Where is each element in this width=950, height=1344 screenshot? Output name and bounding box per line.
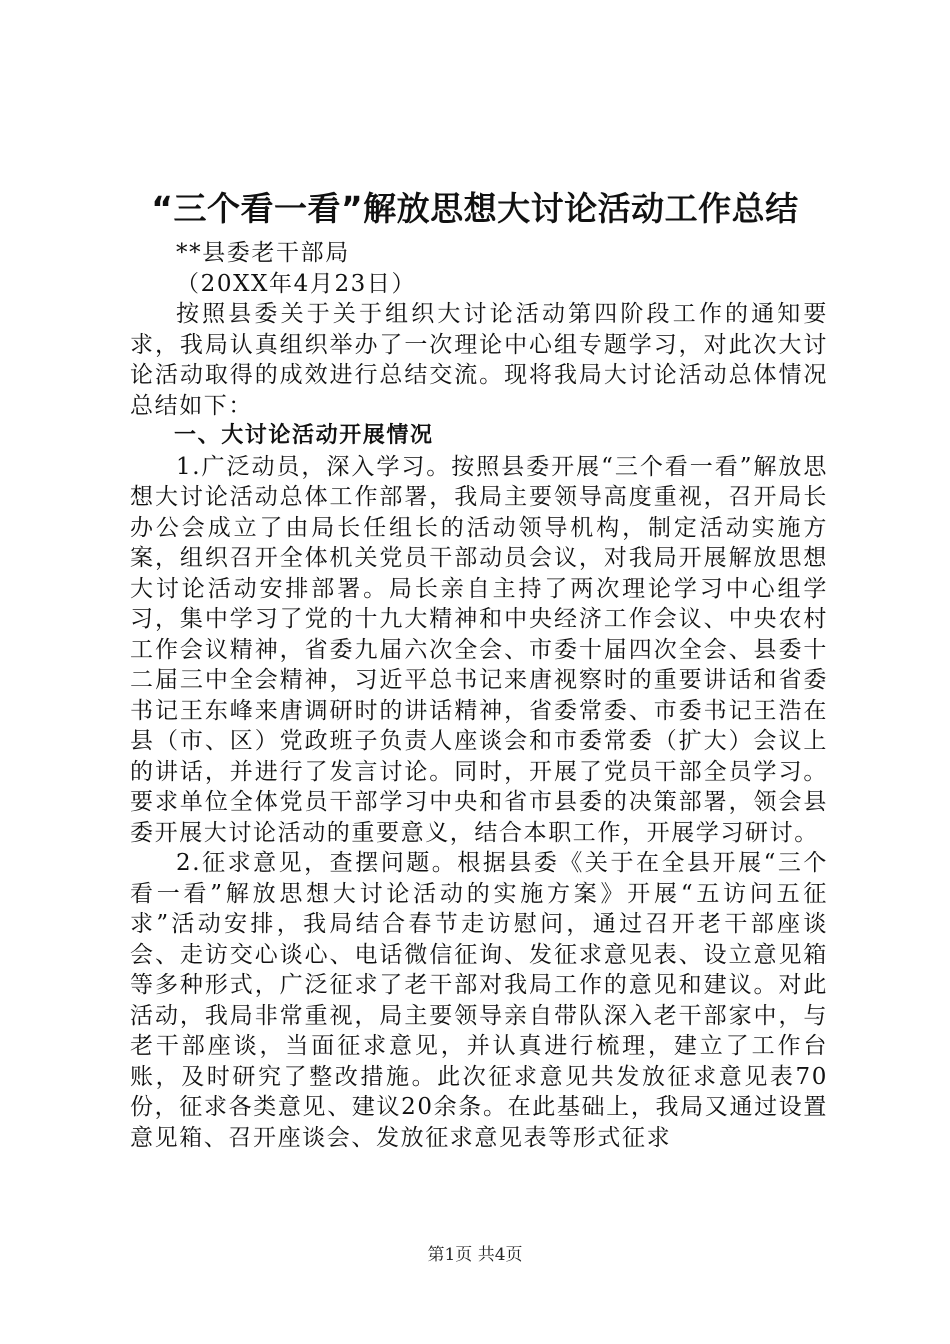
section-heading: 一、大讨论活动开展情况: [174, 423, 434, 448]
page-number: 第1页 共4页: [427, 1245, 523, 1265]
intro-paragraph: 按照县委关于关于组织大讨论活动第四阶段工作的通知要求，我局认真组织举办了一次理论中心组专题学习，对此次大讨论活动取得的成效进行总结交流。现将我局大讨论活动总体情况总结如下：: [130, 301, 828, 419]
date-line: （20XX年4月23日）: [176, 270, 417, 297]
document-title: “三个看一看”解放思想大讨论活动工作总结: [151, 189, 799, 228]
document-body: [130, 238, 828, 1153]
paragraph-2: 2.征求意见，查摆问题。根据县委《关于在全县开展“三个看一看”解放思想大讨论活动的实施方案》开展“五访问五征求”活动安排，我局结合春节走访慰问，通过召开老干部座谈会、走访交心谈心、电话微信征询、发征求意见表、设立意见箱等多种形式，广泛征求了老干部对我局工作的意见和建议。对此活动，我局非常重视，局主要领导亲自带队深入老干部家中，与老干部座谈，当面征求意见，并认真进行梳理，建立了工作台账，及时研究了整改措施。此次征求意见共发放征求意见表70份，征求各类意见、建议20余条。在此基础上，我局又通过设置意见箱、召开座谈会、发放征求意见表等形式征求: [130, 850, 828, 1151]
author-line: **县委老干部局: [176, 240, 350, 266]
paragraph-1: 1.广泛动员，深入学习。按照县委开展“三个看一看”解放思想大讨论活动总体工作部署，我局主要领导高度重视，召开局长办公会成立了由局长任组长的活动领导机构，制定活动实施方案，组织召开全体机关党员干部动员会议，对我局开展解放思想大讨论活动安排部署。局长亲自主持了两次理论学习中心组学习，集中学习了党的十九大精神和中央经济工作会议、中央农村工作会议精神，省委九届六次全会、市委十届四次全会、县委十二届三中全会精神，习近平总书记来唐视察时的重要讲话和省委书记王东峰来唐调研时的讲话精神，省委常委、市委书记王浩在县（市、区）党政班子负责人座谈会和市委常委（扩大）会议上的讲话，并进行了发言讨论。同时，开展了党员干部全员学习。要求单位全体党员干部学习中央和省市县委的决策部署，领会县委开展大讨论活动的重要意义，结合本职工作，开展学习研讨。: [130, 453, 828, 846]
